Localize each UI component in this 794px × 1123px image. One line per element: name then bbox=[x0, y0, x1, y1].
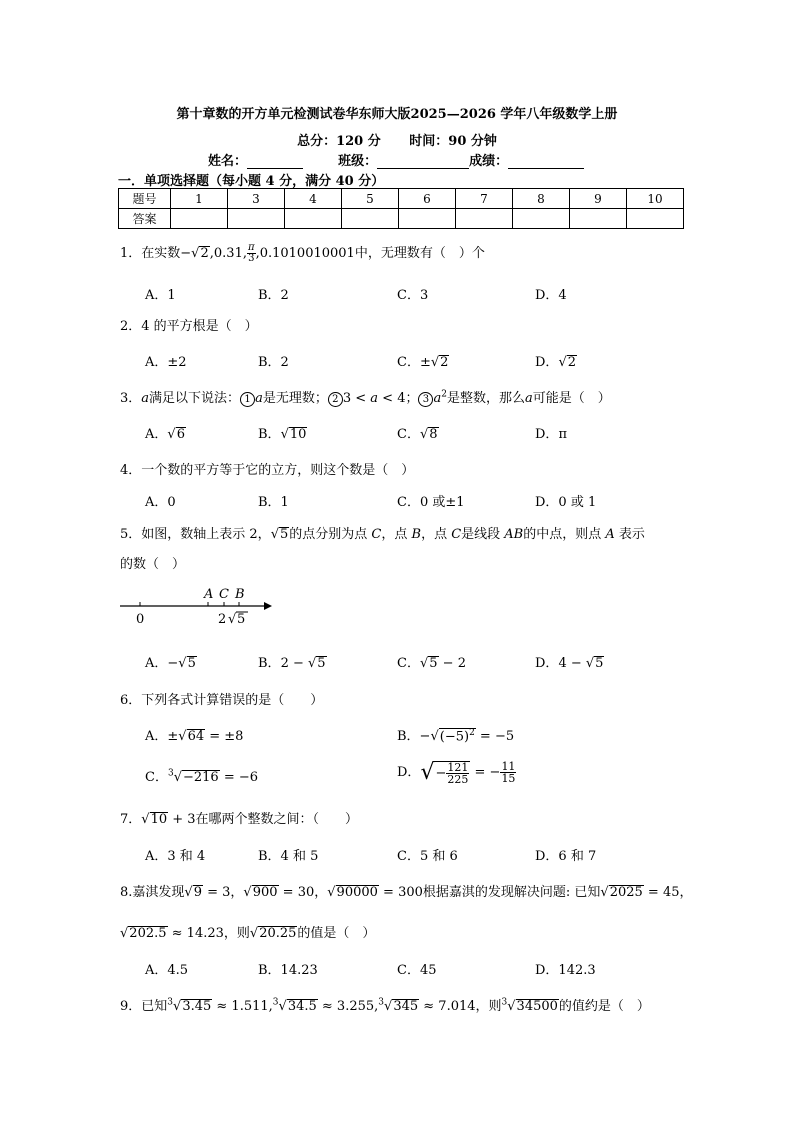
question-number: 5 bbox=[342, 189, 399, 209]
question-number: 10 bbox=[627, 189, 684, 209]
question-6-stem: 6．下列各式计算错误的是（ ） bbox=[120, 693, 324, 708]
table-row bbox=[119, 189, 684, 209]
question-3-stem: 3．a满足以下说法： 1 a是无理数； 2 3 < a < 4； 3 $a^2$是整数，那么a可能是（ ） bbox=[120, 389, 611, 406]
option-c[interactable]: C．±√2 bbox=[397, 355, 449, 370]
circled-number: 2 bbox=[328, 392, 343, 407]
question-number: 6 bbox=[399, 189, 456, 209]
option-c[interactable]: C．5 和 6 bbox=[397, 849, 458, 864]
exam-title: 第十章数的开方单元检测试卷华东师大版2025—2026 学年八年级数学上册 bbox=[176, 107, 618, 122]
sqrt5-label: 5 bbox=[237, 612, 246, 627]
question-7-stem: 7．√10 + 3在哪两个整数之间：（ ） bbox=[120, 812, 359, 827]
option-b[interactable]: B．$-√(-5)^2 = -5$ bbox=[397, 727, 515, 744]
total-score: 总分：120 分 bbox=[297, 134, 381, 149]
option-b[interactable]: B．4 和 5 bbox=[258, 849, 319, 864]
answer-cell[interactable] bbox=[399, 209, 456, 229]
question-number: 1 bbox=[171, 189, 228, 209]
option-a[interactable]: A．−√5 bbox=[145, 656, 196, 671]
question-9-stem: 9．已知$^3$√3.45 ≈ 1.511,$^3$√34.5 ≈ 3.255,$^3$√345 ≈ 7.014，则$^3$√34500的值约是（ ） bbox=[120, 997, 650, 1014]
answer-cell[interactable] bbox=[513, 209, 570, 229]
option-d[interactable]: D．4 − √5 bbox=[535, 656, 604, 671]
answer-cell[interactable] bbox=[570, 209, 627, 229]
answer-cell[interactable] bbox=[285, 209, 342, 229]
option-d[interactable]: D．√2 bbox=[535, 355, 577, 370]
class-label: 班级： bbox=[338, 154, 378, 169]
score-blank[interactable] bbox=[508, 154, 584, 169]
answer-cell[interactable] bbox=[228, 209, 285, 229]
answer-table bbox=[118, 188, 684, 229]
option-d[interactable]: D．0 或 1 bbox=[535, 495, 597, 510]
circled-number: 3 bbox=[418, 392, 433, 407]
two-label: 2 bbox=[218, 612, 227, 627]
question-number: 4 bbox=[285, 189, 342, 209]
option-b[interactable]: B．2 bbox=[258, 355, 289, 370]
question-2-stem: 2．4 的平方根是（ ） bbox=[120, 319, 258, 334]
option-a[interactable]: A．1 bbox=[145, 288, 176, 303]
fraction: $\frac{\pi}{3}$ bbox=[247, 242, 255, 264]
question-5-stem-line2: 的数（ ） bbox=[120, 557, 186, 572]
question-number: 8 bbox=[513, 189, 570, 209]
option-a[interactable]: A．4.5 bbox=[145, 963, 189, 978]
answer-cell[interactable] bbox=[456, 209, 513, 229]
option-d[interactable]: D．4 bbox=[535, 288, 567, 303]
name-label: 姓名： bbox=[208, 154, 248, 169]
table-row bbox=[119, 209, 684, 229]
score-label: 成绩： bbox=[469, 154, 509, 169]
question-4-stem: 4．一个数的平方等于它的立方，则这个数是（ ） bbox=[120, 463, 415, 478]
option-a[interactable]: A．±√64 = ±8 bbox=[145, 729, 244, 744]
option-c[interactable]: C．3 bbox=[397, 288, 429, 303]
number-line-diagram bbox=[118, 584, 278, 630]
question-1-stem: 1．在实数−√2,0.31, $\frac{\pi}{3}$ ,0.1010010001中，无理数有（ ）个 bbox=[120, 242, 485, 264]
exam-meta bbox=[0, 130, 794, 149]
time-limit: 时间：90 分钟 bbox=[409, 134, 497, 149]
point-c-label: C bbox=[219, 587, 229, 602]
question-number: 9 bbox=[570, 189, 627, 209]
question-number: 7 bbox=[456, 189, 513, 209]
question-8-stem: 8.嘉淇发现√9 = 3，√900 = 30，√90000 = 300根据嘉淇的发现解决问题: 已知√2025 = 45， bbox=[120, 885, 693, 900]
option-d[interactable]: D．142.3 bbox=[535, 963, 596, 978]
class-blank[interactable] bbox=[377, 154, 469, 169]
option-b[interactable]: B．1 bbox=[258, 495, 289, 510]
row-label: 答案 bbox=[119, 209, 171, 229]
option-d[interactable]: D．6 和 7 bbox=[535, 849, 597, 864]
option-c[interactable]: C．0 或±1 bbox=[397, 495, 465, 510]
option-b[interactable]: B．14.23 bbox=[258, 963, 318, 978]
axis-arrow bbox=[264, 602, 272, 610]
option-a[interactable]: A．0 bbox=[145, 495, 176, 510]
answer-cell[interactable] bbox=[627, 209, 684, 229]
question-number: 3 bbox=[228, 189, 285, 209]
option-a[interactable]: A．3 和 4 bbox=[145, 849, 206, 864]
option-d[interactable]: D．π bbox=[535, 427, 567, 442]
option-b[interactable]: B．2 − √5 bbox=[258, 656, 326, 671]
answer-cell[interactable] bbox=[342, 209, 399, 229]
option-c[interactable]: C．√8 bbox=[397, 427, 438, 442]
option-a[interactable]: A．±2 bbox=[145, 355, 187, 370]
point-a-label: A bbox=[204, 587, 214, 602]
option-c[interactable]: C．√5 − 2 bbox=[397, 656, 466, 671]
option-c[interactable]: C．45 bbox=[397, 963, 437, 978]
option-b[interactable]: B．2 bbox=[258, 288, 289, 303]
question-5-stem: 5．如图，数轴上表示 2，√5的点分别为点 C，点 B，点 C是线段 AB的中点，则点 A 表示 bbox=[120, 527, 645, 542]
student-info bbox=[208, 150, 584, 169]
zero-label: 0 bbox=[136, 612, 145, 627]
option-a[interactable]: A．√6 bbox=[145, 427, 185, 442]
option-c[interactable]: C．$^3$√−216 = −6 bbox=[145, 768, 259, 785]
section-heading: 一．单项选择题（每小题 4 分，满分 40 分） bbox=[118, 174, 385, 189]
circled-number: 1 bbox=[240, 392, 255, 407]
option-b[interactable]: B．√10 bbox=[258, 427, 307, 442]
option-d[interactable]: D．√− $\frac{121}{225}$ = − $\frac{11}{15}$ bbox=[397, 760, 516, 786]
answer-cell[interactable] bbox=[171, 209, 228, 229]
row-label: 题号 bbox=[119, 189, 171, 209]
question-8-stem-line2: √202.5 ≈ 14.23，则√20.25的值是（ ） bbox=[120, 926, 376, 941]
sqrt-sign: √ bbox=[228, 612, 237, 627]
point-b-label: B bbox=[235, 587, 245, 602]
name-blank[interactable] bbox=[247, 154, 303, 169]
